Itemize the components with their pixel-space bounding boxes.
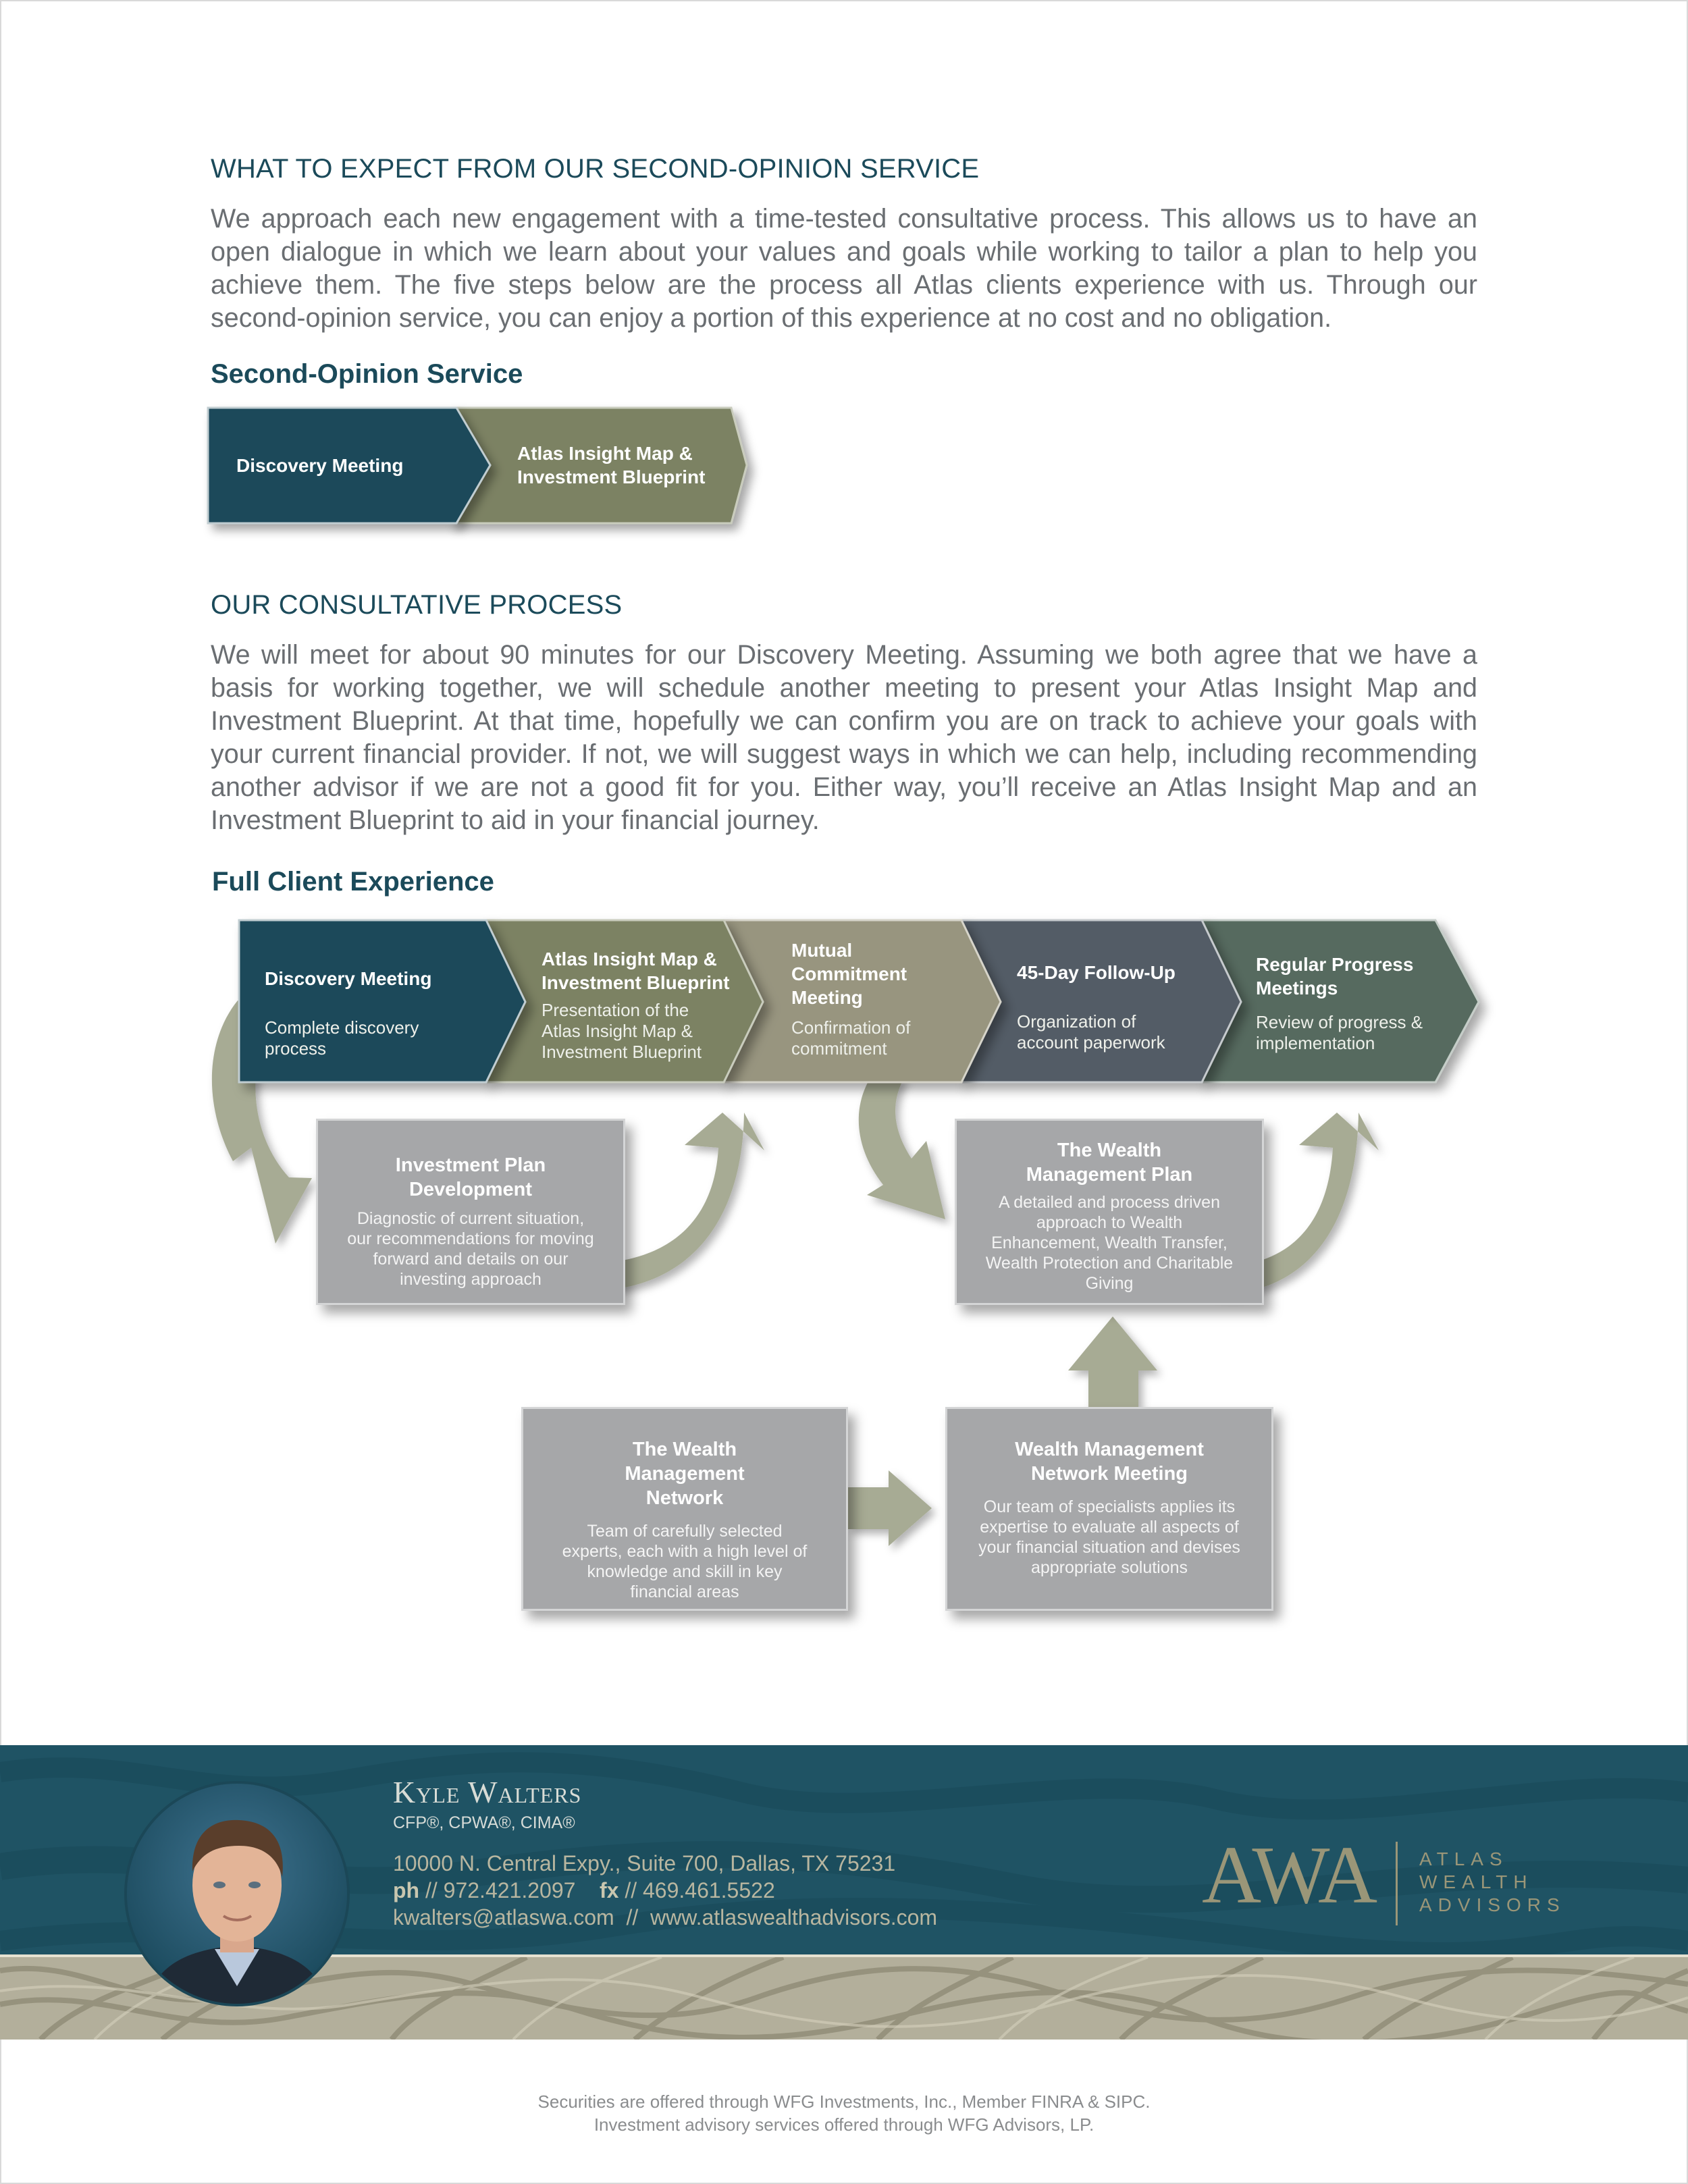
- chevron-mutual-text: [791, 938, 940, 1059]
- curved-arrow-3: [859, 1077, 945, 1219]
- chevron-insight-map-text: [542, 947, 744, 1063]
- intro-paragraph: We approach each new engagement with a time-tested consultative process. This allows us to have an open dialogue in which we learn about your values and goals while working to tailor a plan to help you achieve them. The five steps below are the process all Atlas clients experience with us. Through our second-opinion service, you can enjoy a portion of this experience at no cost and no obligation.: [211, 204, 1477, 333]
- step-insight-map: Atlas Insight Map & Investment Blueprint: [517, 443, 706, 487]
- advisor-photo: [127, 1784, 347, 2004]
- arrow-up: [1068, 1316, 1157, 1408]
- network-title: The Wealth Management Network: [625, 1439, 745, 1509]
- intro-heading: WHAT TO EXPECT FROM OUR SECOND-OPINION SERVICE: [211, 154, 980, 184]
- email-link[interactable]: kwalters@atlaswa.com: [393, 1905, 614, 1929]
- network-desc: Team of carefully selected experts, each with a high level of knowledge and skill in key financial areas: [562, 1522, 808, 1601]
- step-discovery-meeting: Discovery Meeting: [236, 455, 404, 476]
- web-line: [393, 1905, 937, 1930]
- logo-word-wealth: WEALTH: [1419, 1871, 1533, 1892]
- website-link[interactable]: www.atlaswealthadvisors.com: [650, 1905, 938, 1929]
- investment-plan-desc: Diagnostic of current situation, our recommendations for moving forward and details on our investing approach: [347, 1209, 594, 1289]
- chevron-regular-progress-title: Regular Progress Meetings: [1256, 954, 1414, 998]
- chevron-insight-map-title: Atlas Insight Map & Investment Blueprint: [542, 949, 730, 993]
- advisor-credentials: CFP®, CPWA®, CIMA®: [393, 1813, 575, 1832]
- second-opinion-heading: Second-Opinion Service: [211, 359, 523, 389]
- chevron-45-day-text: [1017, 961, 1206, 1053]
- chevron-mutual-desc: Confirmation of commitment: [791, 1017, 911, 1059]
- logo-word-advisors: ADVISORS: [1419, 1894, 1566, 1915]
- logo-word-atlas: ATLAS: [1419, 1848, 1508, 1869]
- advisor-name: [393, 1774, 581, 1810]
- phone-label: ph: [393, 1878, 420, 1902]
- chevron-discovery-text: [265, 967, 481, 1059]
- investment-plan-box: [316, 1119, 625, 1305]
- chevron-45-day-title: 45-Day Follow-Up: [1017, 962, 1176, 983]
- network-meeting-desc: Our team of specialists applies its expertise to evaluate all aspects of your financial situation and devises appropriate solutions: [978, 1497, 1240, 1577]
- consultative-paragraph: We will meet for about 90 minutes for our Discovery Meeting. Assuming we both agree that we have a basis for working together, we will schedule another meeting to present your Atlas Insight Map and Investment Blueprint. At that time, hopefully we can confirm you are on track to achieve your goals with your current financial provider. If not, we will suggest ways in which we can help, including recommending another advisor if we are not a good fit for you. Either way, you’ll receive an Atlas Insight Map and an Investment Blueprint to aid in your financial journey.: [211, 640, 1477, 835]
- chevron-discovery-title: Discovery Meeting: [265, 968, 432, 989]
- advisor-portrait: [124, 1781, 350, 2006]
- wealth-plan-desc: A detailed and process driven approach to Wealth Enhancement, Wealth Transfer, Wealth Protection and Charitable Giving: [985, 1193, 1234, 1293]
- disclaimer-line-2: Investment advisory services offered through WFG Advisors, LP.: [594, 2114, 1094, 2135]
- chevron-mutual-title: Mutual Commitment Meeting: [791, 940, 907, 1008]
- consultative-heading: OUR CONSULTATIVE PROCESS: [211, 590, 623, 620]
- phone-line: [393, 1878, 775, 1903]
- wealth-plan-box: [955, 1119, 1264, 1305]
- awa-logo-mark: AWA: [1202, 1830, 1375, 1921]
- network-meeting-box: [945, 1407, 1273, 1611]
- chevron-45-day-desc: Organization of account paperwork: [1017, 1011, 1165, 1053]
- chevron-regular-progress-desc: Review of progress & implementation: [1256, 1012, 1423, 1053]
- phone-number[interactable]: 972.421.2097: [443, 1878, 576, 1902]
- disclaimer-line-1: Securities are offered through WFG Investments, Inc., Member FINRA & SIPC.: [537, 2092, 1151, 2112]
- fax-label: fx: [599, 1878, 619, 1902]
- full-client-heading: Full Client Experience: [212, 867, 494, 897]
- advisor-name-text: Kyle Walters: [393, 1775, 582, 1809]
- chevron-regular-progress-text: [1256, 953, 1431, 1054]
- fax-number: 469.461.5522: [642, 1878, 775, 1902]
- office-address: 10000 N. Central Expy., Suite 700, Dallas, TX 75231: [393, 1851, 896, 1875]
- chevron-insight-map-desc: Presentation of the Atlas Insight Map & Investment Blueprint: [542, 1000, 702, 1062]
- network-meeting-title: Wealth Management Network Meeting: [1015, 1439, 1204, 1485]
- phone-sep: //: [425, 1878, 438, 1902]
- web-sep: //: [626, 1905, 639, 1929]
- fax-sep: //: [625, 1878, 637, 1902]
- wealth-plan-title: The Wealth Management Plan: [1026, 1140, 1193, 1186]
- arrow-right: [848, 1470, 932, 1546]
- network-box: [521, 1407, 848, 1611]
- investment-plan-title: Investment Plan Development: [395, 1154, 546, 1200]
- logo-divider: [1396, 1842, 1398, 1925]
- chevron-discovery-desc: Complete discovery process: [265, 1017, 419, 1059]
